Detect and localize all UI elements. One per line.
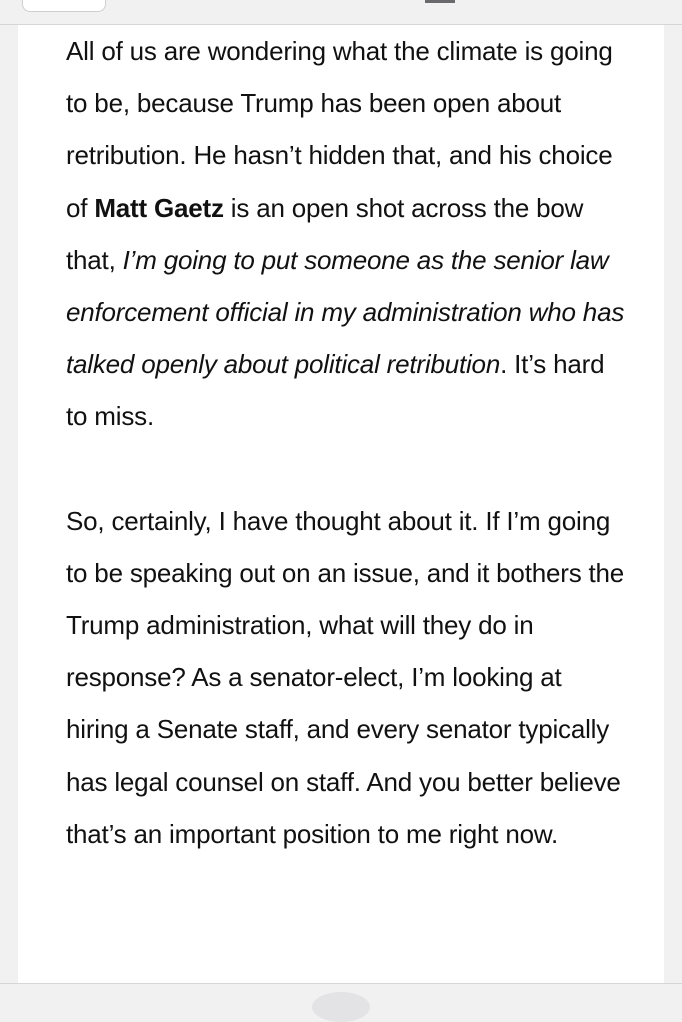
scroll-handle[interactable] — [312, 992, 370, 1022]
paragraph-2: So, certainly, I have thought about it. If I’m going to be speaking out on an issue, and it bothers the Trump administration, what will they do in response? As a senator-elect, I’m looking at hiring a Senate staff, and every senator typically has legal counsel on staff. And you better believe that’s an important position to me right now. — [66, 505, 625, 849]
paragraph-1-text-a: All of us are wondering what the climate is going to be, because Trump has been open about retribution. He hasn’t hidden that, and his choice of — [66, 36, 613, 223]
top-toolbar — [0, 0, 682, 25]
menu-icon[interactable] — [425, 0, 455, 3]
paragraph-1-text-b: is an open shot across the bow that, — [66, 192, 584, 275]
article-body — [66, 25, 626, 860]
article-page — [18, 25, 664, 983]
top-tab-button[interactable] — [22, 0, 106, 12]
paragraph-1-text-c: . It’s hard to miss. — [66, 349, 605, 432]
paragraph-1 — [66, 25, 626, 443]
italic-quote: I’m going to put someone as the senior law enforcement official in my administration who has talked openly about political retribution — [66, 244, 625, 380]
bottom-toolbar — [0, 983, 682, 1001]
highlighted-name: Matt Gaetz — [94, 192, 224, 223]
